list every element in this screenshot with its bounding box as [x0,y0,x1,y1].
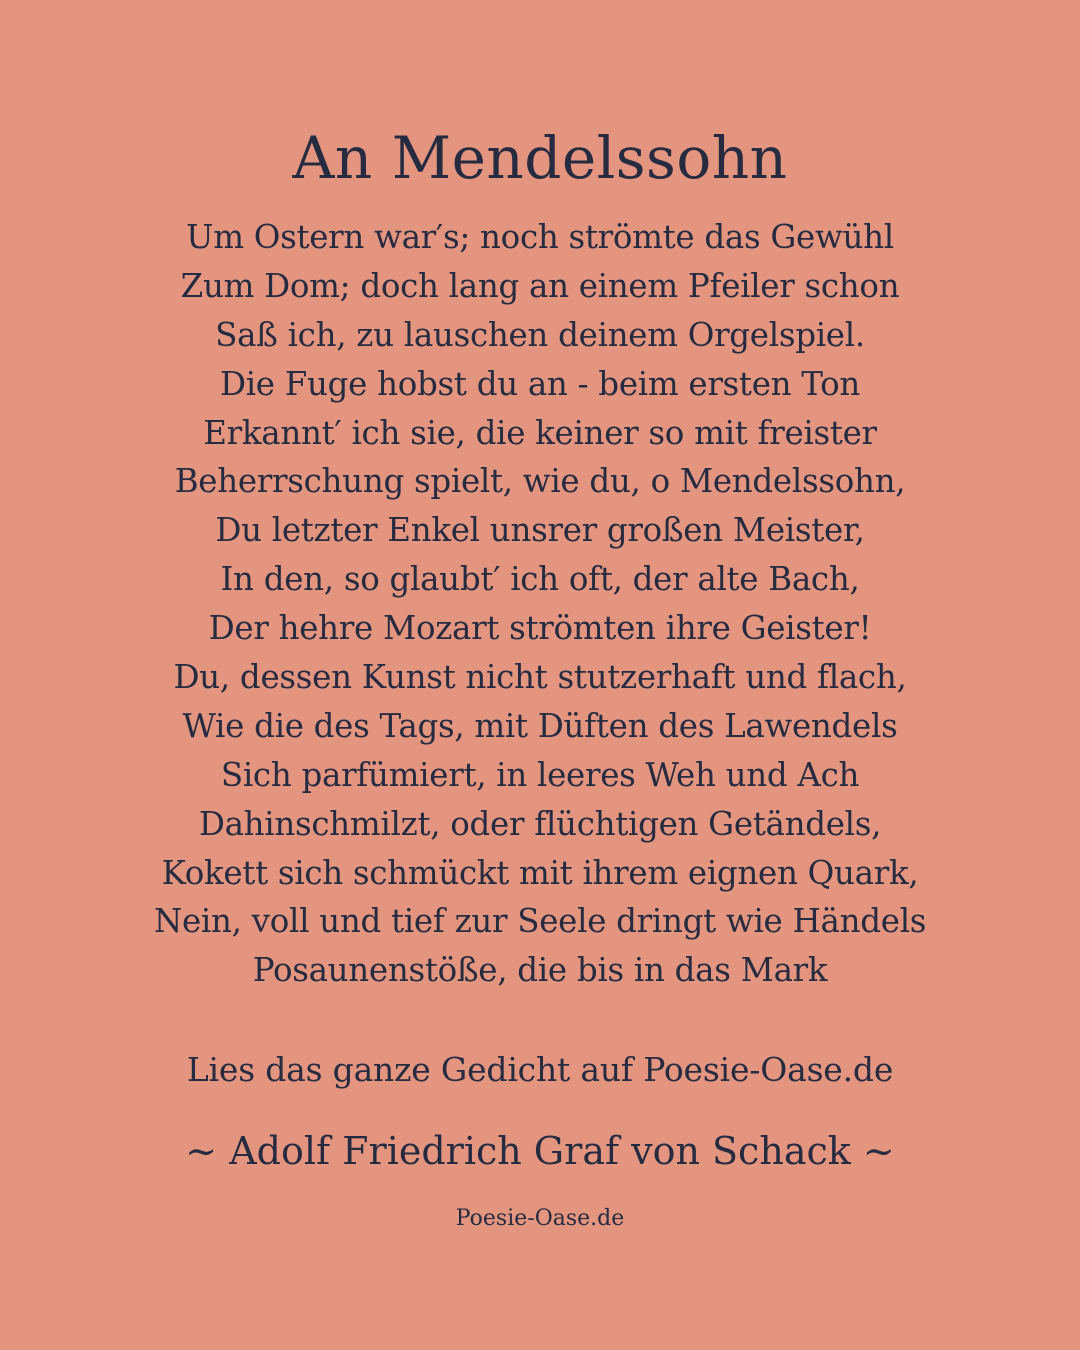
poem-line: Nein, voll und tief zur Seele dringt wie Händels [153,902,927,941]
read-full-poem-text: Lies das ganze Gedicht auf Poesie-Oase.de [186,1050,894,1089]
poem-author: ~ Adolf Friedrich Graf von Schack ~ [185,1129,895,1173]
poem-line: Posaunenstöße, die bis in das Mark [252,951,828,990]
poem-line: Dahinschmilzt, oder flüchtigen Getändels, [198,804,882,843]
poem-line: Kokett sich schmückt mit ihrem eignen Quark, [161,853,919,892]
site-watermark: Poesie-Oase.de [455,1206,625,1231]
poem-line: Die Fuge hobst du an - beim ersten Ton [219,364,861,403]
poem-line: Zum Dom; doch lang an einem Pfeiler schon [180,266,900,305]
poem-line: Der hehre Mozart strömten ihre Geister! [208,609,872,648]
poem-line: Saß ich, zu lauschen deinem Orgelspiel. [215,315,865,354]
poem-line: Wie die des Tags, mit Düften des Lawendels [182,706,898,745]
poem-line: Du letzter Enkel unsrer großen Meister, [215,511,865,550]
poem-line: Beherrschung spielt, wie du, o Mendelssohn, [174,462,906,501]
poem-line: Sich parfümiert, in leeres Weh und Ach [220,755,860,794]
poem-line: Erkannt′ ich sie, die keiner so mit freister [203,413,877,452]
poem-line: In den, so glaubt′ ich oft, der alte Bach, [220,560,860,599]
poem-text [0,213,1080,995]
poem-line: Um Ostern war′s; noch strömte das Gewühl [186,218,894,256]
poem-line: Du, dessen Kunst nicht stutzerhaft und flach, [173,658,907,697]
poem-title: An Mendelssohn [292,124,788,192]
